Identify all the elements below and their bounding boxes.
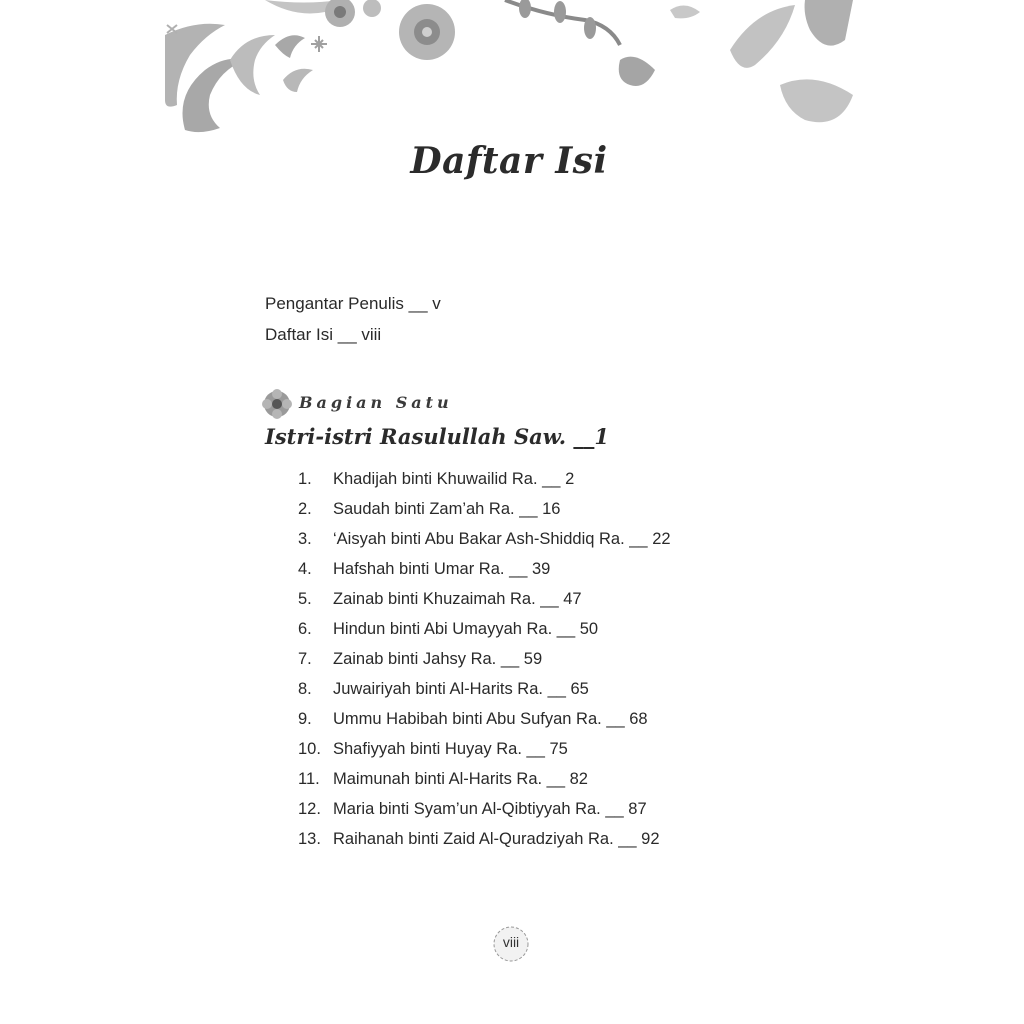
toc-number: 9. [298,710,312,728]
toc-number: 3. [298,530,312,548]
toc-number: 6. [298,620,312,638]
toc-number: 7. [298,650,312,668]
toc-number: 12. [298,800,321,818]
toc-entry [298,794,798,824]
toc-entry [298,734,798,764]
toc-text: Zainab binti Jahsy Ra. __ 59 [333,650,543,668]
toc-text: Saudah binti Zam’ah Ra. __ 16 [333,500,561,518]
toc-text: Maria binti Syam’un Al-Qibtiyyah Ra. __ 87 [333,800,647,818]
toc-number: 8. [298,680,312,698]
book-page [165,0,853,1024]
page-number: viii [502,934,520,950]
toc-entry [298,554,798,584]
toc-text: Ummu Habibah binti Abu Sufyan Ra. __ 68 [333,710,648,728]
toc-entry [298,524,798,554]
toc-text: Khadijah binti Khuwailid Ra. __ 2 [333,470,575,488]
page-title: Daftar Isi [410,140,608,182]
front-matter-item: Daftar Isi __ viii [265,325,382,344]
floral-header-ornament [165,0,853,140]
toc-number: 10. [298,740,321,758]
toc-text: Juwairiyah binti Al-Harits Ra. __ 65 [333,680,589,698]
flower-icon [262,389,292,419]
toc-number: 5. [298,590,312,608]
toc-entry [298,584,798,614]
toc-number: 1. [298,470,312,488]
toc-number: 4. [298,560,312,578]
toc-number: 2. [298,500,312,518]
toc-entry [298,464,798,494]
toc-text: Zainab binti Khuzaimah Ra. __ 47 [333,590,582,608]
toc-text: Shafiyyah binti Huyay Ra. __ 75 [333,740,568,758]
section-label: Bagian Satu [299,393,453,412]
toc-entry [298,764,798,794]
toc-number: 11. [298,770,320,788]
toc-text: Hindun binti Abi Umayyah Ra. __ 50 [333,620,599,638]
toc-text: Hafshah binti Umar Ra. __ 39 [333,560,551,578]
toc-number: 13. [298,830,321,848]
toc-text: Maimunah binti Al-Harits Ra. __ 82 [333,770,588,788]
toc-entry [298,824,798,854]
toc-text: ‘Aisyah binti Abu Bakar Ash-Shiddiq Ra. __ 22 [333,530,671,548]
toc-entry [298,674,798,704]
toc-entry [298,614,798,644]
toc-entry [298,494,798,524]
toc-list [298,464,798,854]
toc-entry [298,644,798,674]
toc-text: Raihanah binti Zaid Al-Quradziyah Ra. __ 92 [333,830,660,848]
section-title: Istri-istri Rasulullah Saw. __1 [265,424,609,449]
toc-entry [298,704,798,734]
front-matter-item: Pengantar Penulis __ v [265,294,441,313]
